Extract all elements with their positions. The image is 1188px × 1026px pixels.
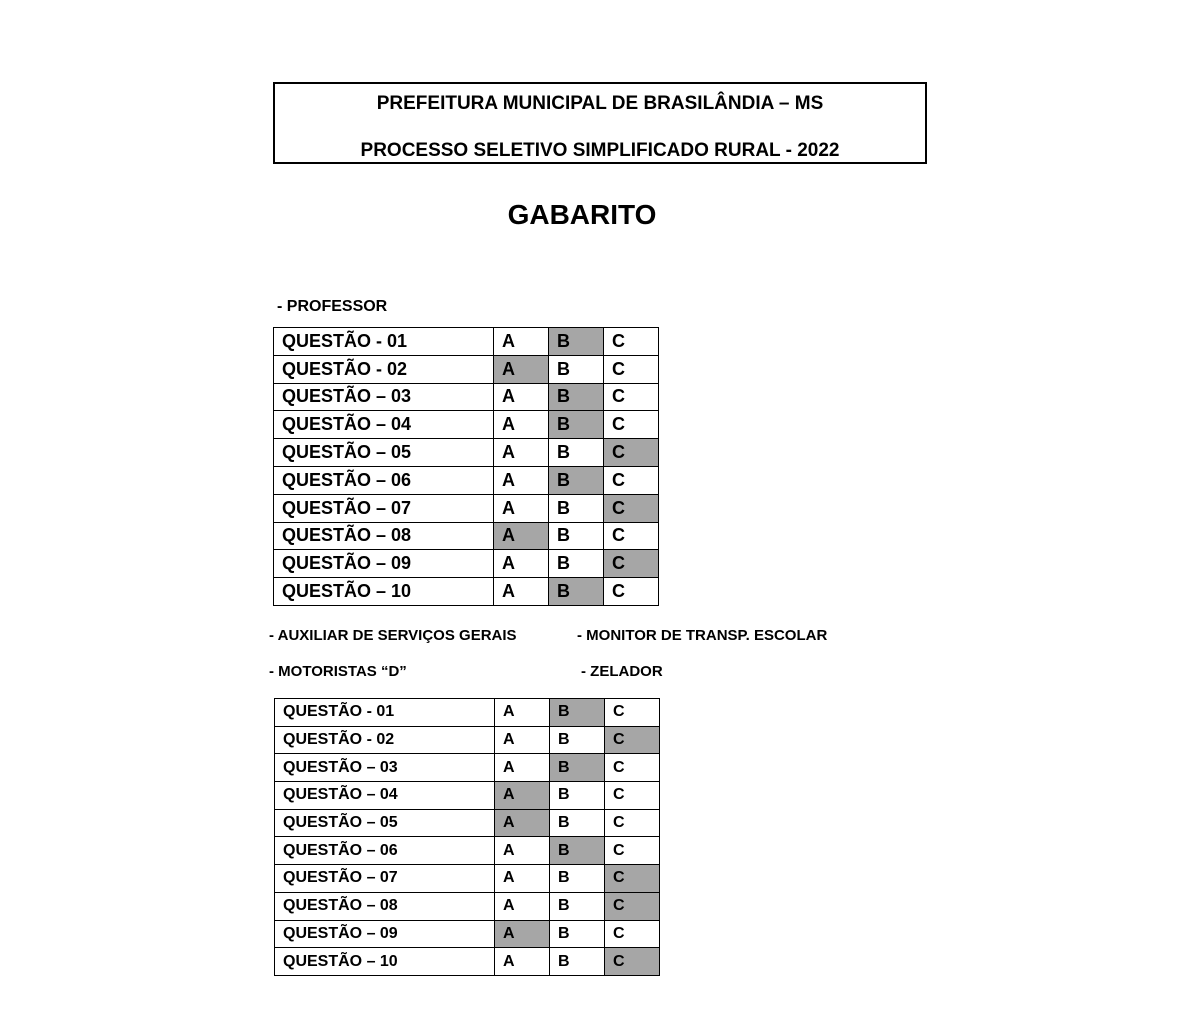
option-a: A xyxy=(495,948,550,976)
question-label: QUESTÃO – 09 xyxy=(274,550,494,578)
question-label: QUESTÃO – 07 xyxy=(275,865,495,893)
question-label: QUESTÃO – 03 xyxy=(275,754,495,782)
table-row xyxy=(274,439,659,467)
option-b: B xyxy=(549,494,604,522)
option-a: A xyxy=(495,726,550,754)
option-c-correct: C xyxy=(605,948,660,976)
option-c: C xyxy=(604,383,659,411)
question-label: QUESTÃO – 09 xyxy=(275,920,495,948)
question-label: QUESTÃO – 07 xyxy=(274,494,494,522)
option-a: A xyxy=(494,494,549,522)
option-c-correct: C xyxy=(605,892,660,920)
table-row xyxy=(275,865,660,893)
table-row xyxy=(275,699,660,727)
answer-table-general xyxy=(274,698,660,976)
option-c-correct: C xyxy=(604,550,659,578)
option-b: B xyxy=(549,439,604,467)
option-b: B xyxy=(550,948,605,976)
option-a: A xyxy=(495,865,550,893)
question-label: QUESTÃO – 05 xyxy=(274,439,494,467)
option-a: A xyxy=(494,466,549,494)
option-c: C xyxy=(604,578,659,606)
table-row xyxy=(274,383,659,411)
option-b-correct: B xyxy=(549,466,604,494)
question-label: QUESTÃO – 10 xyxy=(275,948,495,976)
option-c: C xyxy=(605,754,660,782)
table-row xyxy=(275,948,660,976)
option-c: C xyxy=(604,328,659,356)
question-label: QUESTÃO – 03 xyxy=(274,383,494,411)
option-c: C xyxy=(605,782,660,810)
table-row xyxy=(274,550,659,578)
option-b-correct: B xyxy=(549,411,604,439)
table-row xyxy=(274,578,659,606)
option-c-correct: C xyxy=(604,439,659,467)
option-c: C xyxy=(605,837,660,865)
option-a-correct: A xyxy=(495,920,550,948)
option-b-correct: B xyxy=(549,328,604,356)
option-b: B xyxy=(550,920,605,948)
option-c: C xyxy=(604,355,659,383)
section-label-professor: - PROFESSOR xyxy=(277,298,388,315)
option-b: B xyxy=(549,522,604,550)
question-label: QUESTÃO – 10 xyxy=(274,578,494,606)
option-b: B xyxy=(549,355,604,383)
option-b-correct: B xyxy=(550,699,605,727)
option-c: C xyxy=(604,466,659,494)
question-label: QUESTÃO - 01 xyxy=(274,328,494,356)
option-a: A xyxy=(494,383,549,411)
option-a: A xyxy=(494,439,549,467)
section-label-motoristas: - MOTORISTAS “D” xyxy=(269,663,407,680)
section-label-monitor: - MONITOR DE TRANSP. ESCOLAR xyxy=(577,627,828,644)
page-title: GABARITO xyxy=(507,199,657,230)
option-b: B xyxy=(550,892,605,920)
option-b-correct: B xyxy=(550,837,605,865)
question-label: QUESTÃO - 02 xyxy=(275,726,495,754)
option-b-correct: B xyxy=(549,383,604,411)
option-a-correct: A xyxy=(495,809,550,837)
question-label: QUESTÃO - 02 xyxy=(274,355,494,383)
question-label: QUESTÃO – 08 xyxy=(274,522,494,550)
table-row xyxy=(274,355,659,383)
option-c-correct: C xyxy=(605,726,660,754)
table-row xyxy=(275,809,660,837)
option-b-correct: B xyxy=(549,578,604,606)
table-row xyxy=(274,411,659,439)
option-a: A xyxy=(494,578,549,606)
table-row xyxy=(274,466,659,494)
header-municipality: PREFEITURA MUNICIPAL DE BRASILÂNDIA – MS xyxy=(376,93,824,114)
option-a: A xyxy=(495,754,550,782)
option-a: A xyxy=(494,328,549,356)
option-a: A xyxy=(495,837,550,865)
table-row xyxy=(275,754,660,782)
option-a: A xyxy=(494,411,549,439)
answer-table-professor xyxy=(273,327,659,606)
option-b: B xyxy=(550,782,605,810)
table-row xyxy=(275,726,660,754)
option-a: A xyxy=(494,550,549,578)
option-c: C xyxy=(605,920,660,948)
header-process: PROCESSO SELETIVO SIMPLIFICADO RURAL - 2022 xyxy=(360,140,840,161)
question-label: QUESTÃO – 04 xyxy=(274,411,494,439)
option-b: B xyxy=(550,726,605,754)
table-row xyxy=(275,892,660,920)
option-b: B xyxy=(549,550,604,578)
option-c: C xyxy=(604,411,659,439)
option-b-correct: B xyxy=(550,754,605,782)
option-a: A xyxy=(495,699,550,727)
option-c-correct: C xyxy=(604,494,659,522)
table-row xyxy=(274,494,659,522)
question-label: QUESTÃO – 04 xyxy=(275,782,495,810)
option-c: C xyxy=(605,699,660,727)
option-b: B xyxy=(550,809,605,837)
question-label: QUESTÃO – 05 xyxy=(275,809,495,837)
option-c: C xyxy=(604,522,659,550)
table-row xyxy=(274,328,659,356)
option-a: A xyxy=(495,892,550,920)
table-row xyxy=(275,837,660,865)
question-label: QUESTÃO – 08 xyxy=(275,892,495,920)
table-row xyxy=(274,522,659,550)
table-row xyxy=(275,920,660,948)
option-a-correct: A xyxy=(494,355,549,383)
option-c: C xyxy=(605,809,660,837)
question-label: QUESTÃO – 06 xyxy=(275,837,495,865)
table-row xyxy=(275,782,660,810)
section-label-zelador: - ZELADOR xyxy=(581,663,663,680)
option-a-correct: A xyxy=(494,522,549,550)
question-label: QUESTÃO - 01 xyxy=(275,699,495,727)
option-a-correct: A xyxy=(495,782,550,810)
question-label: QUESTÃO – 06 xyxy=(274,466,494,494)
section-label-auxiliar: - AUXILIAR DE SERVIÇOS GERAIS xyxy=(269,627,517,644)
header-box xyxy=(273,82,927,164)
option-c-correct: C xyxy=(605,865,660,893)
option-b: B xyxy=(550,865,605,893)
